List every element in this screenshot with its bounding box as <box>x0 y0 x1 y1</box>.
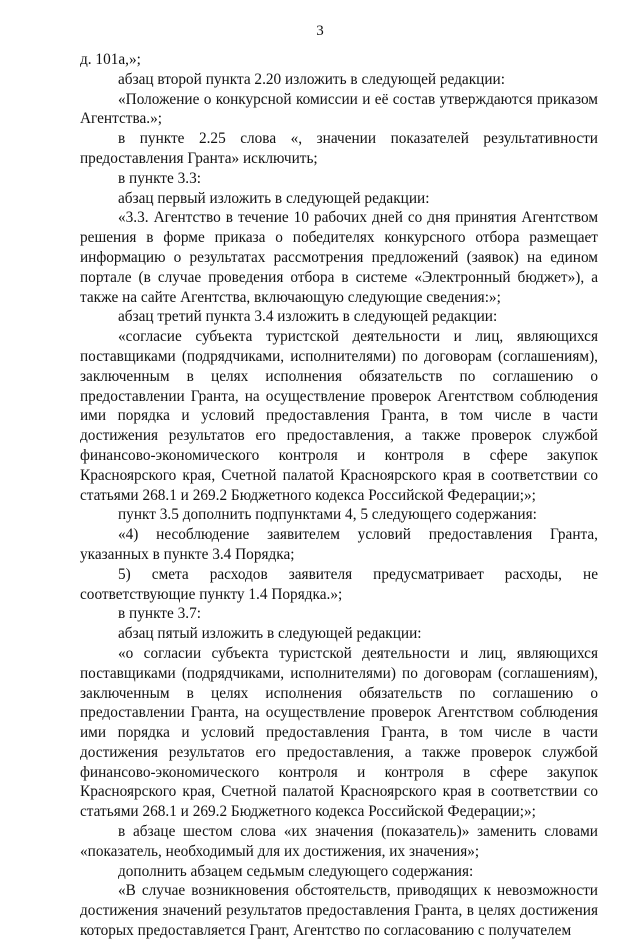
paragraph: в пункте 2.25 слова «, значении показателей результативности предоставления Гранта» исключить; <box>80 130 598 167</box>
paragraph: «3.3. Агентство в течение 10 рабочих дней со дня принятия Агентством решения в форме приказа о победителях конкурсного отбора размещает информацию о результатах рассмотрения предложений (заявок) на едином портале (в случае проведения отбора в системе «Электронный бюджет»), а также на сайте Агентства, включающую следующие сведения:»; <box>80 209 598 306</box>
paragraph: «Положение о конкурсной комиссии и её состав утверждаются приказом Агентства.»; <box>80 90 598 128</box>
paragraph: абзац второй пункта 2.20 изложить в следующей редакции: <box>118 70 505 88</box>
paragraph: пункт 3.5 дополнить подпунктами 4, 5 следующего содержания: <box>118 506 537 524</box>
paragraph: абзац третий пункта 3.4 изложить в следующей редакции: <box>118 308 498 326</box>
document-body <box>80 50 598 941</box>
paragraph: в абзаце шестом слова «их значения (показатель)» заменить словами «показатель, необходимый для их достижения, их значения»; <box>80 823 598 860</box>
paragraph: д. 101а,»; <box>80 51 141 68</box>
paragraph: 5) смета расходов заявителя предусматривает расходы, не соответствующие пункту 1.4 Порядка.»; <box>80 565 598 603</box>
paragraph: «4) несоблюдение заявителем условий предоставления Гранта, указанных в пункте 3.4 Порядка; <box>80 526 598 563</box>
paragraph: «В случае возникновения обстоятельств, приводящих к невозможности достижения значений результатов предоставления Гранта, в целях достижения которых предоставляется Грант, Агентство по согласованию с получателем <box>80 882 598 940</box>
page-number: 3 <box>316 23 324 39</box>
paragraph: абзац первый изложить в следующей редакции: <box>118 189 430 207</box>
paragraph: в пункте 3.7: <box>118 605 201 623</box>
paragraph: в пункте 3.3: <box>118 169 201 187</box>
paragraph: абзац пятый изложить в следующей редакции: <box>118 625 422 643</box>
paragraph: «согласие субъекта туристской деятельности и лиц, являющихся поставщиками (подрядчиками, исполнителями) по договорам (соглашениям), заключенным в целях исполнения обязательств по соглашению о предоставлении Гранта, на осуществление проверок Агентством соблюдения ими порядка и условий предоставления Гранта, в том числе в части достижения результатов его предоставления, а также проверок службой финансово-экономического контроля и контроля в сфере закупок Красноярского края, Счетной палатой Красноярского края в соответствии со статьями 268.1 и 269.2 Бюджетного кодекса Российской Федерации;»; <box>80 328 598 504</box>
paragraph: «о согласии субъекта туристской деятельности и лиц, являющихся поставщиками (подрядчиками, исполнителями) по договорам (соглашениям), заключенным в целях исполнения обязательств по соглашению о предоставлении Гранта, на осуществление проверок Агентством соблюдения ими порядка и условий предоставления Гранта, в том числе в части достижения результатов его предоставления, а также проверок службой финансово-экономического контроля и контроля в сфере закупок Красноярского края, Счетной палатой Красноярского края в соответствии со статьями 268.1 и 269.2 Бюджетного кодекса Российской Федерации;»; <box>80 644 598 821</box>
paragraph: дополнить абзацем седьмым следующего содержания: <box>118 862 474 880</box>
